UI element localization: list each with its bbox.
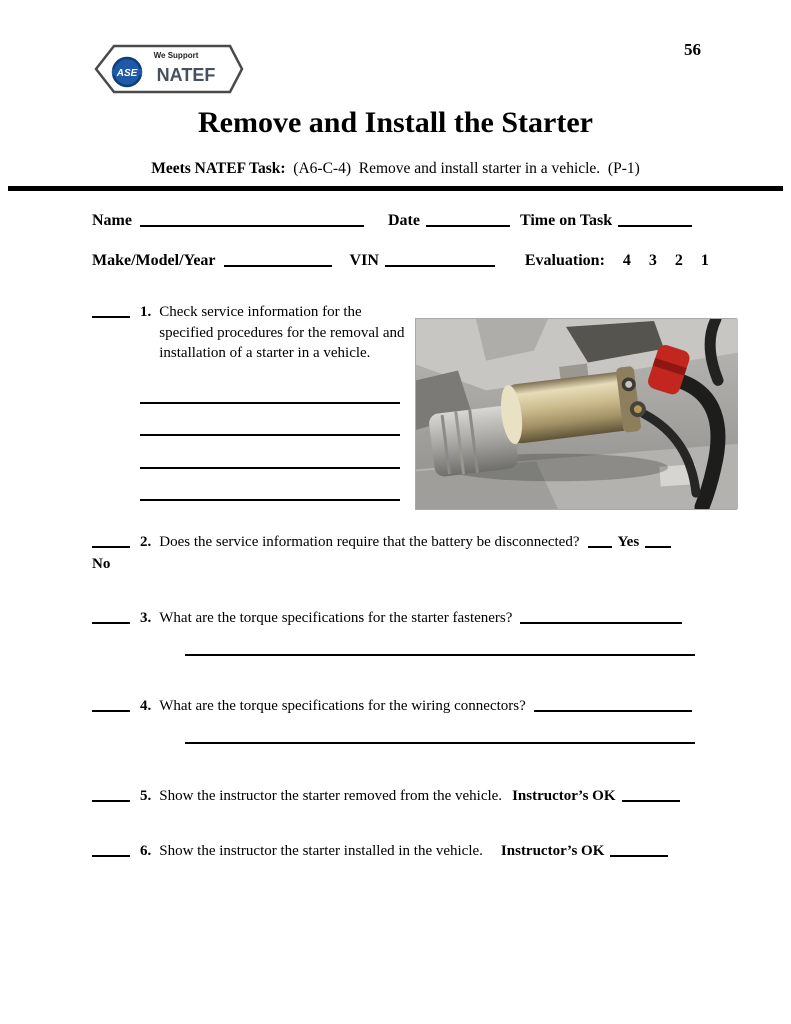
question-1-number: 1. (140, 304, 152, 320)
natef-logo-graphic (94, 42, 244, 96)
make-vin-row (92, 252, 709, 270)
question-1-answer-line-1 (140, 402, 400, 404)
name-blank-line (140, 215, 364, 227)
question-3-number: 3. (140, 610, 152, 626)
date-blank-line (426, 215, 510, 227)
natef-label: NATEF (156, 65, 216, 85)
question-6-text: Show the instructor the starter installed in the vehicle. (159, 843, 483, 859)
question-4-answer-line-2 (185, 742, 695, 744)
question-4 (92, 698, 692, 715)
question-5-text: Show the instructor the starter removed from the vehicle. (159, 788, 503, 804)
question-1 (92, 302, 417, 364)
question-5-instructor-ok-label: Instructor’s OK (512, 788, 616, 804)
question-5-check-blank (92, 790, 130, 802)
page-number: 56 (684, 40, 701, 59)
task-text: (A6-C-4) Remove and install starter in a vehicle. (P-1) (285, 160, 640, 177)
name-label: Name (92, 212, 132, 229)
question-1-answer-line-3 (140, 467, 400, 469)
question-4-check-blank (92, 700, 130, 712)
question-4-number: 4. (140, 698, 152, 714)
date-label: Date (387, 212, 420, 229)
evaluation-label: Evaluation: (524, 252, 605, 269)
vin-label: VIN (349, 252, 379, 269)
evaluation-2: 2 (674, 252, 683, 269)
question-3-check-blank (92, 612, 130, 624)
question-1-answer-line-4 (140, 499, 400, 501)
time-on-task-label: Time on Task (519, 212, 613, 229)
question-2-check-blank (92, 536, 130, 548)
vin-blank-line (385, 255, 495, 267)
question-2-text: Does the service information require that the battery be disconnected? (159, 534, 580, 550)
question-2-yes-label: Yes (617, 534, 640, 550)
starter-motor-photo (415, 318, 737, 510)
question-4-text: What are the torque specifications for the wiring connectors? (159, 698, 526, 714)
natef-task-line (0, 160, 791, 178)
question-3-answer-blank (520, 612, 682, 624)
question-6 (92, 843, 668, 860)
question-1-answer-line-2 (140, 434, 400, 436)
starter-motor-illustration (416, 319, 738, 509)
page-title: Remove and Install the Starter (198, 106, 593, 139)
we-support-label: We Support (153, 51, 199, 60)
question-6-instructor-ok-blank (610, 845, 668, 857)
natef-logo (94, 42, 244, 96)
evaluation-1: 1 (700, 252, 709, 269)
make-model-year-label: Make/Model/Year (92, 252, 216, 269)
ase-label: ASE (116, 68, 138, 79)
evaluation-4: 4 (622, 252, 631, 269)
question-4-answer-blank (534, 700, 692, 712)
question-6-number: 6. (140, 843, 152, 859)
name-date-row (92, 212, 692, 230)
question-2 (92, 534, 671, 551)
question-1-text: Check service information for the specified procedures for the removal and installation of a starter in a vehicle. (159, 304, 405, 362)
question-5-instructor-ok-blank (622, 790, 680, 802)
question-2-no-label-row (92, 556, 110, 573)
question-5 (92, 788, 680, 805)
time-on-task-blank-line (618, 215, 692, 227)
question-2-no-label: No (92, 556, 111, 572)
task-label: Meets NATEF Task: (151, 160, 286, 177)
evaluation-3: 3 (648, 252, 657, 269)
question-3 (92, 610, 682, 627)
make-model-year-blank-line (224, 255, 332, 267)
question-6-instructor-ok-label: Instructor’s OK (500, 843, 605, 859)
question-1-check-blank (92, 306, 130, 318)
question-2-yes-blank (588, 536, 612, 548)
question-6-check-blank (92, 845, 130, 857)
question-2-no-blank (645, 536, 671, 548)
divider-rule (8, 186, 783, 191)
question-3-text: What are the torque specifications for the starter fasteners? (159, 610, 513, 626)
question-2-number: 2. (140, 534, 152, 550)
question-3-answer-line-2 (185, 654, 695, 656)
question-5-number: 5. (140, 788, 152, 804)
